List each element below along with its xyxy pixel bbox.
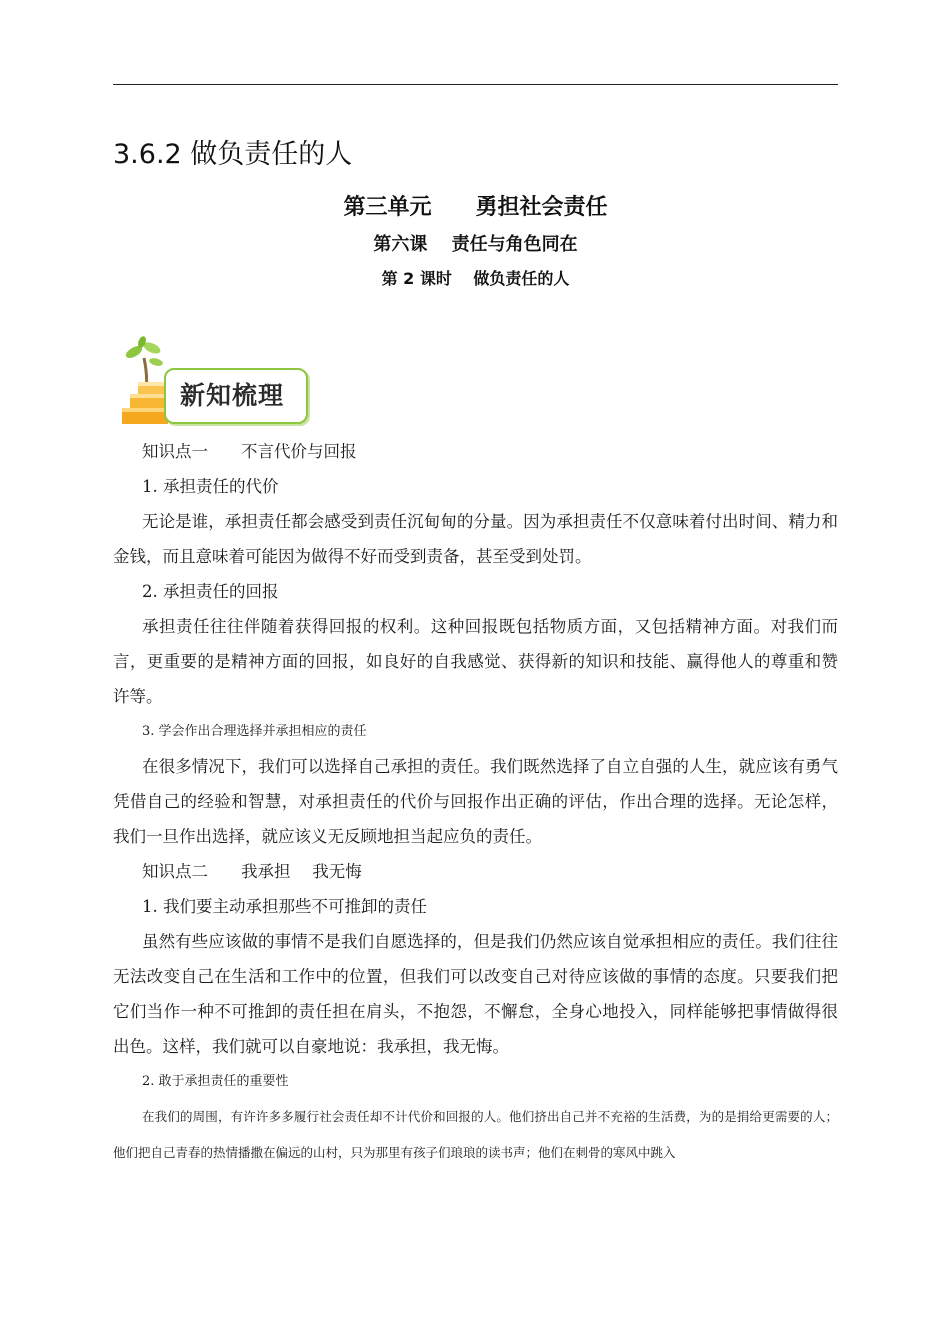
knowledge-point-1-heading: 知识点一 不言代价与回报	[142, 442, 357, 461]
lesson-title: 第六课 责任与角色同在	[373, 234, 578, 255]
document-title: 3.6.2 做负责任的人	[113, 139, 353, 170]
badge-label: 新知梳理	[180, 381, 285, 410]
knowledge-point-2-heading: 知识点二 我承担 我无悔	[142, 862, 362, 881]
kp2-section-2-title: 2. 敢于承担责任的重要性	[142, 1074, 289, 1089]
kp1-section-1-text: 无论是谁，承担责任都会感受到责任沉甸甸的分量。因为承担责任不仅意味着付出时间、精力和金钱，而且意味着可能因为做得不好而受到责备，甚至受到处罚。	[113, 512, 838, 566]
kp1-section-2-text: 承担责任往往伴随着获得回报的权利。这种回报既包括物质方面，又包括精神方面。对我们而言，更重要的是精神方面的回报，如良好的自我感觉、获得新的知识和技能、赢得他人的尊重和赞许等。	[113, 617, 838, 706]
kp2-section-2-text: 在我们的周围，有许许多多履行社会责任却不计代价和回报的人。他们挤出自己并不充裕的生活费，为的是捐给更需要的人；他们把自己青春的热情播撒在偏远的山村，只为那里有孩子们琅琅的读书声；他们在刺骨的寒风中跳入	[113, 1109, 838, 1160]
kp1-section-2-title: 2. 承担责任的回报	[142, 582, 279, 601]
kp1-section-3-title: 3. 学会作出合理选择并承担相应的责任	[142, 724, 367, 739]
period-title: 第 2 课时 做负责任的人	[381, 269, 570, 288]
unit-title: 第三单元 勇担社会责任	[343, 195, 608, 220]
kp1-section-1-title: 1. 承担责任的代价	[142, 477, 279, 496]
kp2-section-1-title: 1. 我们要主动承担那些不可推卸的责任	[142, 897, 427, 916]
content-body	[113, 434, 838, 1171]
section-badge	[118, 336, 310, 428]
kp2-section-1-text: 虽然有些应该做的事情不是我们自愿选择的，但是我们仍然应该自觉承担相应的责任。我们往往无法改变自己在生活和工作中的位置，但我们可以改变自己对待应该做的事情的态度。只要我们把它们当作一种不可推卸的责任担在肩头，不抱怨，不懈怠，全身心地投入，同样能够把事情做得很出色。这样，我们就可以自豪地说：我承担，我无悔。	[113, 932, 838, 1056]
kp1-section-3-text: 在很多情况下，我们可以选择自己承担的责任。我们既然选择了自立自强的人生，就应该有勇气凭借自己的经验和智慧，对承担责任的代价与回报作出正确的评估，作出合理的选择。无论怎样，我们一旦作出选择，就应该义无反顾地担当起应负的责任。	[113, 757, 838, 846]
header-rule	[113, 84, 838, 85]
